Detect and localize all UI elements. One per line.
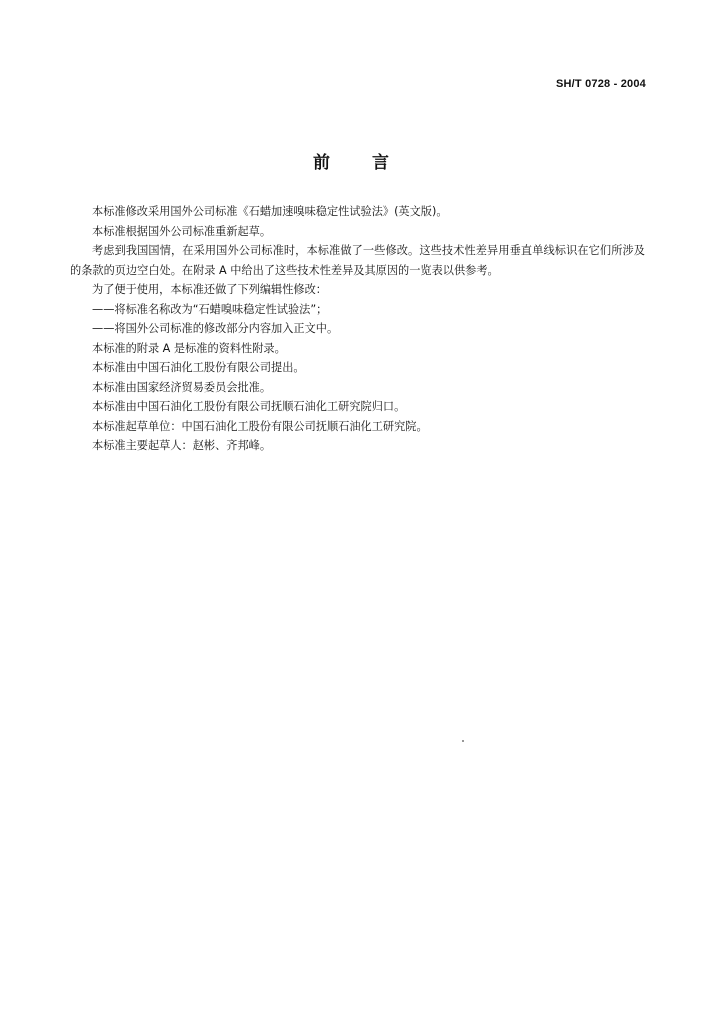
scan-speck: [462, 740, 464, 742]
paragraph-drafters: 本标准主要起草人：赵彬、齐邦峰。: [92, 439, 272, 452]
paragraph-redrafted: 本标准根据国外公司标准重新起草。: [92, 224, 272, 238]
standard-code: SH/T 0728 - 2004: [555, 78, 646, 90]
paragraph-proposed-by: 本标准由中国石油化工股份有限公司提出。: [92, 361, 305, 374]
paragraph-drafting-unit: 本标准起草单位：中国石油化工股份有限公司抚顺石油化工研究院。: [92, 419, 428, 433]
paragraph-approved-by: 本标准由国家经济贸易委员会批准。: [92, 380, 272, 394]
paragraph-editorial-intro: 为了便于使用，本标准还做了下列编辑性修改：: [92, 283, 327, 296]
foreword-body: [70, 202, 645, 456]
paragraph-adoption: 本标准修改采用国外公司标准《石蜡加速嗅味稳定性试验法》(英文版)。: [92, 205, 448, 218]
paragraph-technical-differences: 考虑到我国国情，在采用国外公司标准时，本标准做了一些修改。这些技术性差异用垂直单线标识在它们所涉及的条款的页边空白处。在附录 A 中给出了这些技术性差异及其原因的一览表以供参考。: [70, 244, 645, 277]
paragraph-annex: 本标准的附录 A 是标准的资料性附录。: [92, 341, 286, 355]
paragraph-editorial-item-content: ——将国外公司标准的修改部分内容加入正文中。: [92, 322, 339, 335]
paragraph-editorial-item-name: ——将标准名称改为“石蜡嗅味稳定性试验法”；: [92, 302, 328, 316]
paragraph-centralized-by: 本标准由中国石油化工股份有限公司抚顺石油化工研究院归口。: [92, 400, 406, 413]
page-title: 前言: [313, 153, 431, 173]
